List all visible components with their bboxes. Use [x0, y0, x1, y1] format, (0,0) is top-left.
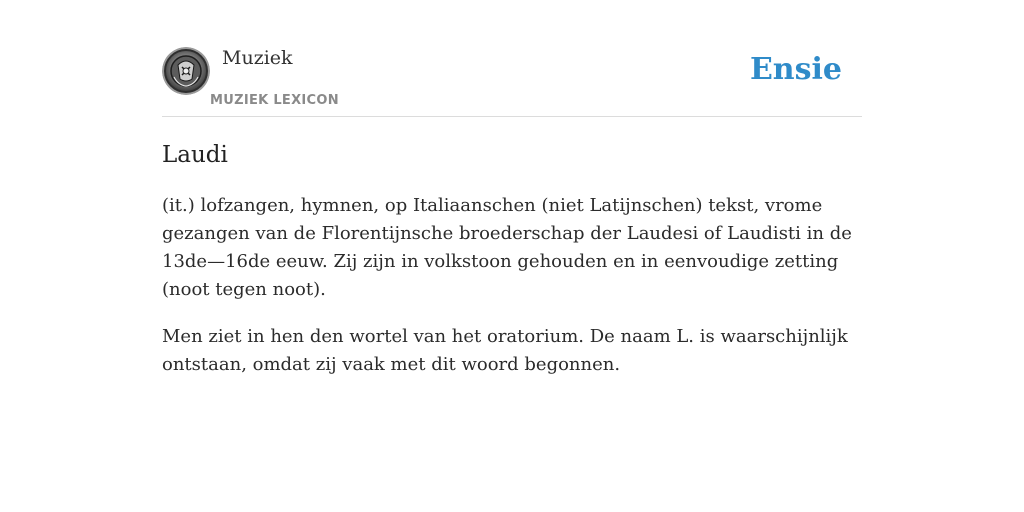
entry-body	[162, 192, 862, 398]
source-name[interactable]: Muziek	[222, 47, 293, 69]
entry-paragraph: Men ziet in hen den wortel van het oratorium. De naam L. is waarschijnlijk ontstaan, omdat zij vaak met dit woord begonnen.	[162, 326, 848, 375]
source-subtitle[interactable]: MUZIEK LEXICON	[210, 93, 339, 108]
brand-logo[interactable]: Ensie	[749, 52, 842, 87]
source-header	[162, 0, 862, 117]
entry-paragraph: (it.) lofzangen, hymnen, op Italiaanschen (niet Latijnschen) tekst, vrome gezangen van de Florentijnsche broederschap der Laudesi of Laudisti in de 13de—16de eeuw. Zij zijn in volkstoon gehouden en in eenvoudige zetting (noot tegen noot).	[162, 195, 852, 300]
entry-title: Laudi	[162, 142, 228, 168]
page	[162, 0, 862, 375]
music-emblem-icon[interactable]	[162, 47, 210, 95]
